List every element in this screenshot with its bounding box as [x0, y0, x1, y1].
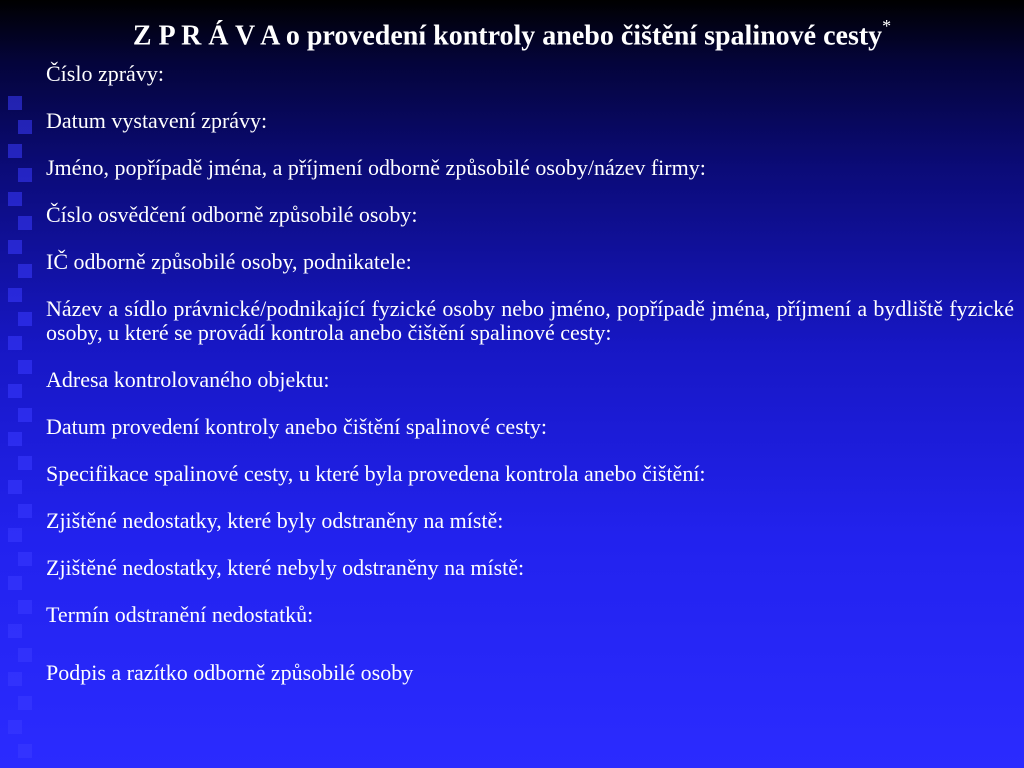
decor-square [18, 408, 32, 422]
decor-square [18, 168, 32, 182]
decor-square [8, 432, 22, 446]
title-footnote-mark: * [882, 16, 892, 36]
decor-square [18, 312, 32, 326]
decor-square [18, 456, 32, 470]
decor-square [18, 744, 32, 758]
decor-square [18, 696, 32, 710]
decor-square [18, 600, 32, 614]
field-company-id: IČ odborně způsobilé osoby, podnikatele: [46, 249, 412, 274]
decorative-squares [4, 0, 38, 768]
decor-square [18, 504, 32, 518]
field-report-number: Číslo zprávy: [46, 61, 164, 86]
report-fields [46, 62, 1014, 708]
field-object-address: Adresa kontrolovaného objektu: [46, 367, 330, 392]
decor-square [8, 576, 22, 590]
field-certificate-number: Číslo osvědčení odborně způsobilé osoby: [46, 202, 418, 227]
decor-square [18, 120, 32, 134]
page-title [0, 10, 1024, 54]
decor-square [8, 96, 22, 110]
decor-square [18, 648, 32, 662]
field-defects-fixed: Zjištěné nedostatky, které byly odstraněny na místě: [46, 508, 504, 533]
decor-square [8, 240, 22, 254]
decor-square [8, 144, 22, 158]
decor-square [8, 624, 22, 638]
title-text: Z P R Á V A o provedení kontroly anebo čištění spalinové cesty [132, 20, 883, 52]
decor-square [8, 528, 22, 542]
field-issue-date: Datum vystavení zprávy: [46, 108, 268, 133]
field-expert-name: Jméno, popřípadě jména, a příjmení odborně způsobilé osoby/název firmy: [46, 155, 706, 180]
decor-square [8, 384, 22, 398]
field-flue-specification: Specifikace spalinové cesty, u které byla provedena kontrola anebo čištění: [46, 461, 706, 486]
decor-square [8, 672, 22, 686]
decor-square [8, 192, 22, 206]
decor-square [18, 264, 32, 278]
decor-square [8, 720, 22, 734]
decor-square [8, 480, 22, 494]
decor-square [18, 216, 32, 230]
decor-square [18, 552, 32, 566]
field-fix-deadline: Termín odstranění nedostatků: [46, 602, 314, 627]
decor-square [8, 336, 22, 350]
signature-line: Podpis a razítko odborně způsobilé osoby [46, 660, 414, 685]
field-defects-not-fixed: Zjištěné nedostatky, které nebyly odstraněny na místě: [46, 555, 525, 580]
decor-square [8, 288, 22, 302]
field-inspection-date: Datum provedení kontroly anebo čištění spalinové cesty: [46, 414, 547, 439]
decor-square [18, 360, 32, 374]
field-client-name-address: Název a sídlo právnické/podnikající fyzické osoby nebo jméno, popřípadě jména, příjmení a bydliště fyzické osoby, u které se provádí kontrola anebo čištění spalinové cesty: [46, 296, 1014, 345]
